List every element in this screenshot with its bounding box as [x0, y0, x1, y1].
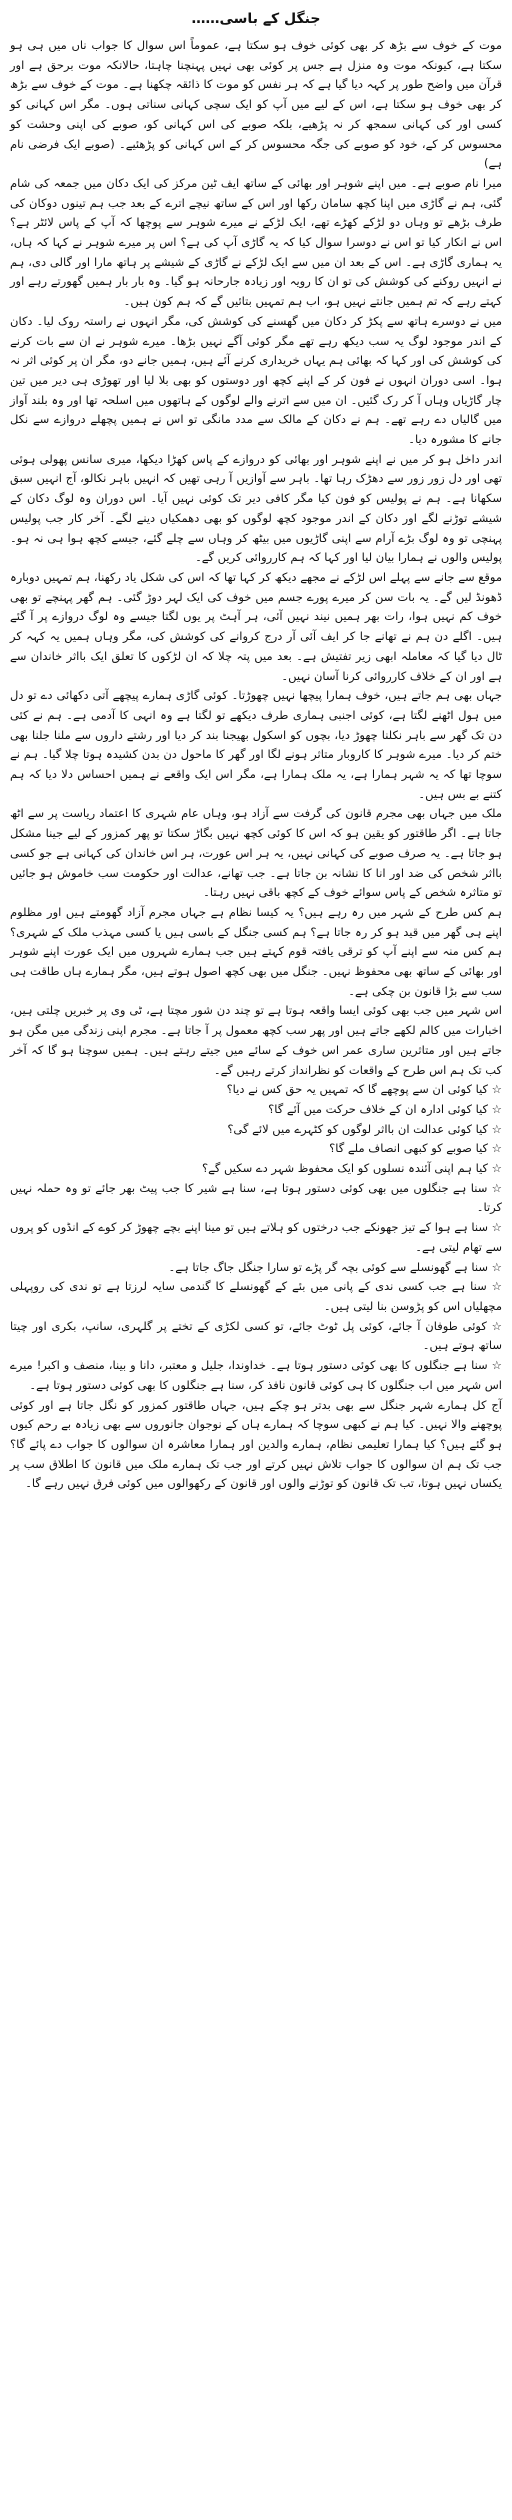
article-bullet: ☆ سنا ہے جب کسی ندی کے پانی میں بئے کے گھونسلے کا گندمی سایہ لرزتا ہے تو ندی کی روپہلی مچھلیاں اس کو پڑوسن بنا لیتی ہیں۔ [10, 1279, 502, 1313]
article-paragraph: ہم کس طرح کے شہر میں رہ رہے ہیں؟ یہ کیسا نظام ہے جہاں مجرم آزاد گھومتے ہیں اور مظلوم اپنے ہی گھر میں قید ہو کر رہ جاتا ہے؟ ہم کسی جنگل کے باسی ہیں یا کسی مہذب ملک کے شہری؟ ہم کس منہ سے اپنے آپ کو ترقی یافتہ قوم کہتے ہیں جب ہمارے شہروں میں ایک عورت اپنے شوہر اور بھائی کے ساتھ بھی محفوظ نہیں۔ جنگل میں بھی کچھ اصول ہوتے ہیں، مگر ہمارے ہاں طاقت ہی سب سے بڑا قانون بن چکی ہے۔ [10, 904, 502, 998]
article-bullet: ☆ کیا ہم اپنی آئندہ نسلوں کو ایک محفوظ شہر دے سکیں گے؟ [202, 1161, 502, 1176]
article-title: جنگل کے باسی…… [191, 11, 321, 27]
article-bullet: ☆ سنا ہے جنگلوں میں بھی کوئی دستور ہوتا ہے، سنا ہے شیر کا جب پیٹ بھر جائے تو وہ حملہ نہیں کرتا۔ [10, 1180, 502, 1215]
article-paragraph: ملک میں جہاں بھی مجرم قانون کی گرفت سے آزاد ہو، وہاں عام شہری کا اعتماد ریاست پر سے اٹھ جاتا ہے۔ اگر طاقتور کو یقین ہو کہ اس کا کوئی کچھ نہیں بگاڑ سکتا تو پھر کمزور کے لیے جینا مشکل ہو جاتا ہے۔ یہ صرف صوبے کی کہانی نہیں، یہ ہر اس عورت، ہر اس خاندان کی کہانی ہے جو کسی بااثر شخص کی ضد اور انا کا نشانہ بن جاتا ہے۔ جب تھانے، عدالت اور حکومت سب خاموش ہو جائیں تو متاثرہ شخص کے پاس سوائے خوف کے کچھ باقی نہیں رہتا۔ [10, 806, 502, 900]
article-bullet: ☆ کوئی طوفان آ جائے، کوئی پل ٹوٹ جائے، تو کسی لکڑی کے تختے پر گلہری، سانپ، بکری اور چیتا ساتھ ہوتے ہیں۔ [10, 1318, 502, 1353]
article-paragraph: اس شہر میں جب بھی کوئی ایسا واقعہ ہوتا ہے تو چند دن شور مچتا ہے، ٹی وی پر خبریں چلتی ہیں، اخبارات میں کالم لکھے جاتے ہیں اور پھر سب کچھ معمول پر آ جاتا ہے۔ مجرم اپنی زندگی میں مگن ہو جاتے ہیں اور متاثرین ساری عمر اس خوف کے سائے میں جیتے رہتے ہیں۔ ہمیں سوچنا ہو گا کہ آخر کب تک ہم اس طرح کے واقعات کو نظرانداز کرتے رہیں گے۔ [10, 1003, 502, 1077]
article-bullet: ☆ کیا صوبے کو کبھی انصاف ملے گا؟ [329, 1141, 502, 1156]
article-paragraph: میں نے دوسرے ہاتھ سے پکڑ کر دکان میں گھسنے کی کوشش کی، مگر انہوں نے راستہ روک لیا۔ دکان کے اندر موجود لوگ یہ سب دیکھ رہے تھے مگر کوئی آگے نہیں بڑھا۔ میرے شوہر نے ان سے بات کرنے کی کوشش کی اور کہا کہ بھائی ہم یہاں خریداری کرنے آئے ہیں، ہمیں جانے دو، مگر ان پر کوئی اثر نہ ہوا۔ اسی دوران انہوں نے فون کر کے اپنے کچھ اور دوستوں کو بھی بلا لیا اور تھوڑی ہی دیر میں تین چار گاڑیاں وہاں آ کر رک گئیں۔ ان میں سے اترنے والے لوگوں کے ہاتھوں میں اسلحہ تھا اور وہ بلند آواز میں گالیاں دے رہے تھے۔ ہم نے دکان کے مالک سے مدد مانگی تو اس نے ہمیں پچھلے دروازے سے نکل جانے کا مشورہ دیا۔ [10, 313, 502, 447]
article-bullet: ☆ کیا کوئی عدالت ان بااثر لوگوں کو کٹہرے میں لائے گی؟ [227, 1121, 502, 1136]
article-bullet: ☆ کیا کوئی ان سے پوچھے گا کہ تمہیں یہ حق کس نے دیا؟ [226, 1082, 502, 1097]
article-bullet: ☆ سنا ہے جنگلوں کا بھی کوئی دستور ہوتا ہے۔ خداوندا، جلیل و معتبر، دانا و بینا، منصف و اکبر! میرے اس شہر میں اب جنگلوں کا ہی کوئی قانون نافذ کر، سنا ہے جنگلوں کا بھی کوئی دستور ہوتا ہے۔ [10, 1358, 502, 1392]
article-paragraph: میرا نام صوبے ہے۔ میں اپنے شوہر اور بھائی کے ساتھ ایف ٹین مرکز کی ایک دکان میں جمعہ کی شام گئی، ہم نے گاڑی میں اپنا کچھ سامان رکھا اور اس کے ساتھ نیچے اترے کے بعد جب ہم تینوں دوکان کی طرف بڑھے تو وہاں دو لڑکے کھڑے تھے، ایک لڑکے نے میرے شوہر سے پوچھا کہ آپ کے پاس لائٹر ہے؟ اس نے انکار کیا تو اس نے دوسرا سوال کیا کہ یہ گاڑی آپ کی ہے؟ اس پر میرے شوہر نے کہا کہ ہاں، یہ ہماری گاڑی ہے۔ اس کے بعد ان میں سے ایک لڑکے نے گاڑی کے شیشے پر ہاتھ مارا اور گالی دی، ہم نے انہیں روکنے کی کوشش کی تو ان کا رویہ اور زیادہ جارحانہ ہو گیا۔ وہ بار بار ہمیں گھورتے رہے اور کہتے رہے کہ تم ہمیں جانتے نہیں ہو، اب ہم تمہیں بتائیں گے کہ ہم کون ہیں۔ [10, 175, 502, 309]
article-paragraph: آج کل ہمارے شہر جنگل سے بھی بدتر ہو چکے ہیں، جہاں طاقتور کمزور کو نگل جاتا ہے اور کوئی پوچھنے والا نہیں۔ کیا ہم نے کبھی سوچا کہ ہمارے ہاں کے نوجوان جانوروں سے بھی زیادہ بے رحم کیوں ہو گئے ہیں؟ کیا ہمارا تعلیمی نظام، ہمارے والدین اور ہمارا معاشرہ ان سوالوں کا جواب دے پائے گا؟ جب تک ہم ان سوالوں کا جواب تلاش نہیں کرتے اور جب تک ہمارے ملک میں قانون کا اطلاق سب پر یکساں نہیں ہوتا، تب تک قانون کو توڑنے والوں اور قانون کے رکھوالوں میں کوئی فرق نہیں رہے گا۔ [10, 1397, 502, 1491]
article-paragraph: موقع سے جانے سے پہلے اس لڑکے نے مجھے دیکھ کر کہا تھا کہ اس کی شکل یاد رکھنا، ہم تمہیں دوبارہ ڈھونڈ لیں گے۔ یہ بات سن کر میرے پورے جسم میں خوف کی ایک لہر دوڑ گئی۔ ہم گھر پہنچے تو بھی خوف کم نہیں ہوا، رات بھر ہمیں نیند نہیں آئی، ہر آہٹ پر یوں لگتا جیسے وہ لوگ دروازے پر آ گئے ہیں۔ اگلے دن ہم نے تھانے جا کر ایف آئی آر درج کروانے کی کوشش کی، مگر وہاں ہمیں یہ کہہ کر ٹال دیا گیا کہ معاملہ ابھی زیر تفتیش ہے۔ بعد میں پتہ چلا کہ ان لڑکوں کا تعلق ایک بااثر خاندان سے ہے اور ان کے خلاف کارروائی کرنا آسان نہیں۔ [10, 569, 502, 683]
article-bullet: ☆ سنا ہے گھونسلے سے کوئی بچہ گر پڑے تو سارا جنگل جاگ جاتا ہے۔ [168, 1259, 502, 1274]
article-bullet: ☆ سنا ہے ہوا کے تیز جھونکے جب درختوں کو ہلاتے ہیں تو مینا اپنے بچے چھوڑ کر کوے کے انڈوں کو پروں سے تھام لیتی ہے۔ [10, 1220, 502, 1254]
article-paragraph: موت کے خوف سے بڑھ کر بھی کوئی خوف ہو سکتا ہے، عموماً اس سوال کا جواب ناں میں ہی ہو سکتا ہے، کیونکہ موت وہ منزل ہے جس پر کوئی بھی نہیں پہنچنا چاہتا، حالانکہ موت برحق ہے اور قرآن میں واضح طور پر کہہ دیا گیا ہے کہ ہر نفس کو موت کا ذائقہ چکھنا ہے۔ موت کے خوف سے بڑھ کر بھی خوف ہو سکتا ہے، اس کے لیے میں آپ کو ایک سچی کہانی سناتی ہوں۔ مگر اس کہانی کو کسی اور کی کہانی سمجھ کر نہ پڑھیے، بلکہ صوبے کی اس کہانی کو، صوبے کی اپنی وحشت کو محسوس کر کے، خود کو صوبے کی جگہ محسوس کر کے اس کہانی کو پڑھئیے۔ (صوبے ایک فرضی نام ہے) [10, 38, 502, 171]
article-body [10, 36, 502, 1494]
article-paragraph: جہاں بھی ہم جاتے ہیں، خوف ہمارا پیچھا نہیں چھوڑتا۔ کوئی گاڑی ہمارے پیچھے آتی دکھائی دے تو دل میں ہول اٹھنے لگتا ہے، کوئی اجنبی ہماری طرف دیکھے تو لگتا ہے وہ انہی کا آدمی ہے۔ ہم نے کئی دن تک گھر سے باہر نکلنا چھوڑ دیا، بچوں کو اسکول بھیجنا بند کر دیا اور رشتے داروں سے ملنا جلنا بھی ختم کر دیا۔ میرے شوہر کا کاروبار متاثر ہونے لگا اور گھر کا ماحول دن بدن کشیدہ ہوتا چلا گیا۔ ہم نے سوچا تھا کہ یہ شہر ہمارا ہے، یہ ملک ہمارا ہے، مگر اس ایک واقعے نے ہمیں احساس دلا دیا کہ ہم کتنے بے بس ہیں۔ [10, 688, 502, 801]
article-paragraph: اندر داخل ہو کر میں نے اپنے شوہر اور بھائی کو دروازے کے پاس کھڑا دیکھا، میری سانس پھولی ہوئی تھی اور دل زور زور سے دھڑک رہا تھا۔ باہر سے آوازیں آ رہی تھیں کہ انہیں باہر نکالو، آج انہیں سبق سکھانا ہے۔ ہم نے پولیس کو فون کیا مگر کافی دیر تک کوئی نہیں آیا۔ اس دوران وہ لوگ دکان کے شیشے توڑنے لگے اور دکان کے اندر موجود کچھ لوگوں کو بھی دھمکیاں دینے لگے۔ آخر کار جب پولیس پہنچی تو وہ لوگ بڑے آرام سے اپنی گاڑیوں میں بیٹھ کر وہاں سے چلے گئے، جیسے کچھ ہوا ہی نہ ہو۔ پولیس والوں نے ہمارا بیان لیا اور کہا کہ ہم کارروائی کریں گے۔ [10, 451, 502, 565]
article-bullet: ☆ کیا کوئی ادارہ ان کے خلاف حرکت میں آئے گا؟ [268, 1101, 502, 1116]
